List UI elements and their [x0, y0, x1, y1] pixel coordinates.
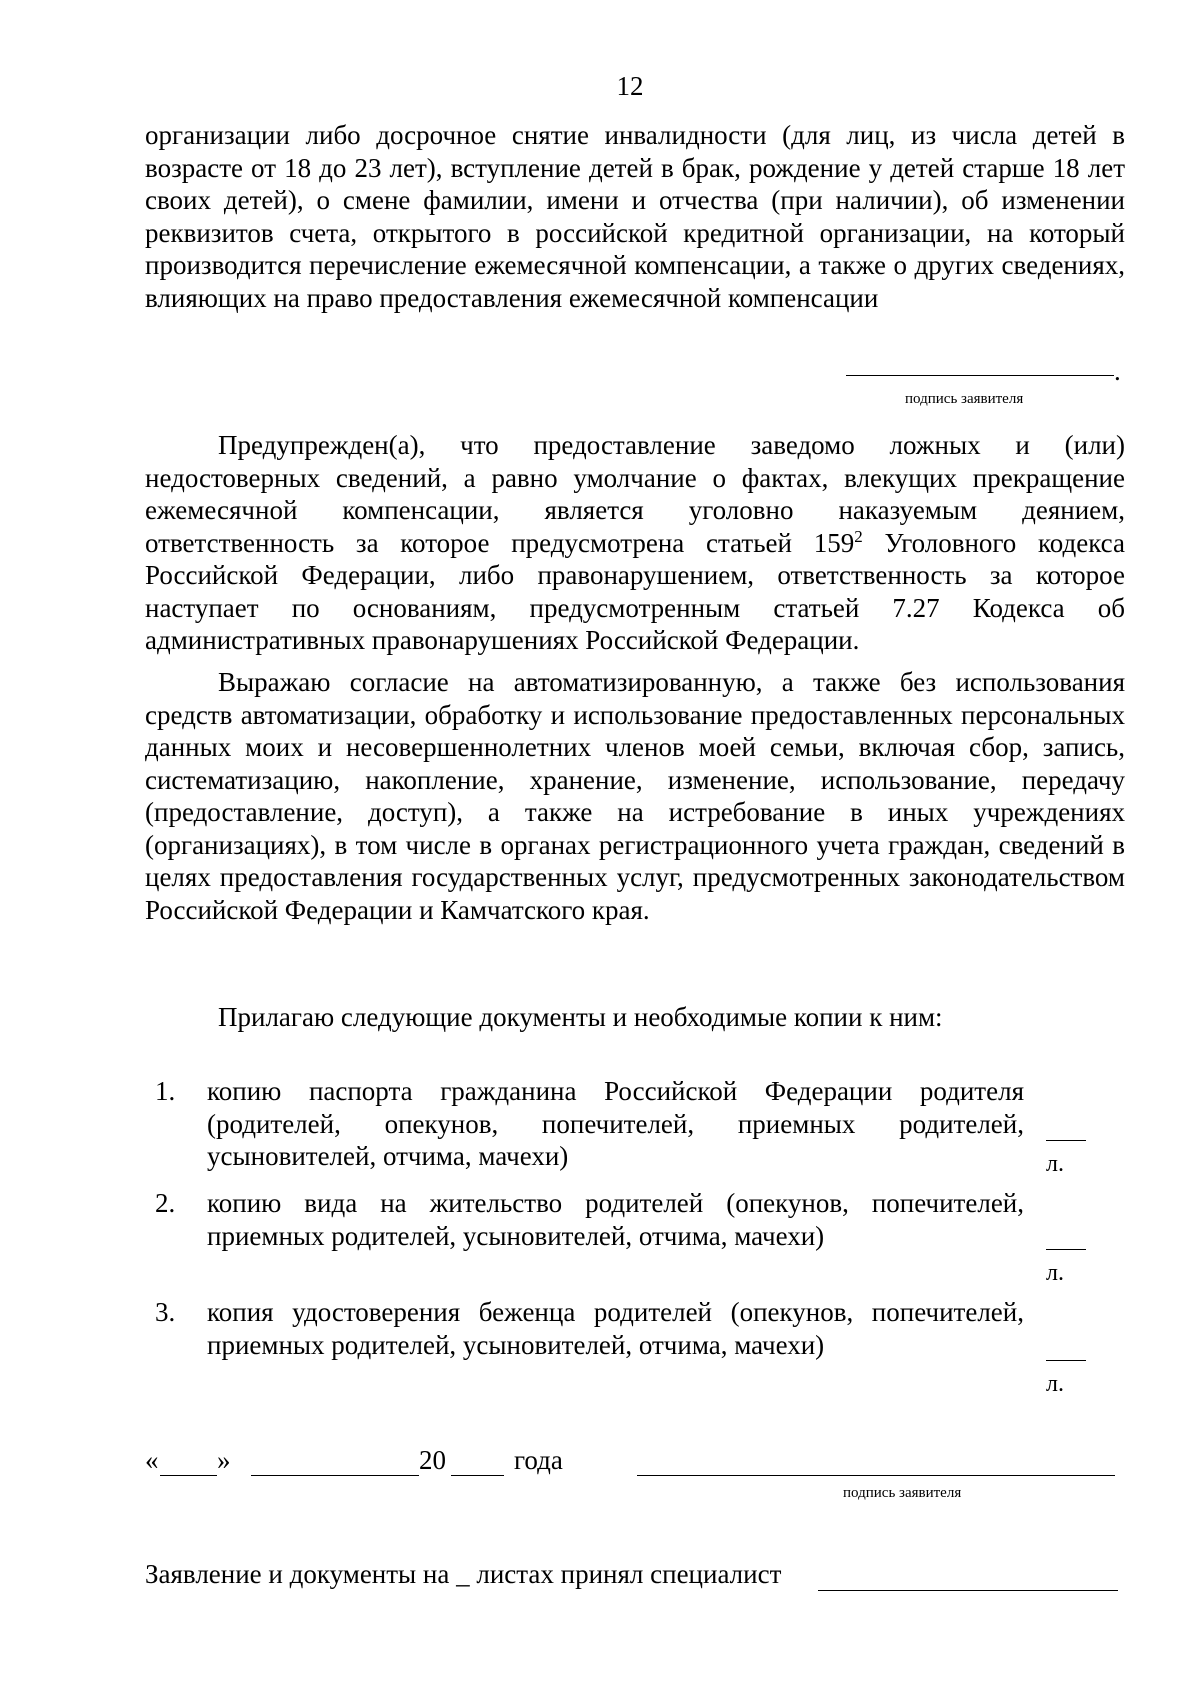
warning-text-part2: Уголовного кодекса Российской Федерации, либо правонарушением, ответственность за которое наступает по основаниям, предусмотренным статьей 7.27 Кодекса об административных правонарушениях Российской Федерации. [145, 527, 1125, 655]
attachment-number: 1. [155, 1076, 176, 1106]
consent-paragraph: Выражаю согласие на автоматизированную, а также без использования средств автоматизации, обработку и использование предоставленных персональных данных моих и несовершеннолетних членов моей семьи, включая сбор, запись, систематизацию, накопление, хранение, изменение, использование, передачу (предоставление, доступ), а также на истребование в иных учреждениях (организациях), в том числе в органах регистрационного учета граждан, сведений в целях предоставления государственных услуг, предусмотренных законодательством Российской Федерации и Камчатского края. [145, 667, 1125, 925]
date-close-quote: » [217, 1445, 231, 1475]
page-number: 12 [616, 71, 644, 101]
attachment-unit: л. [1046, 1260, 1064, 1286]
day-field[interactable] [160, 1475, 217, 1476]
attachment-number: 2. [155, 1188, 176, 1218]
month-field[interactable] [251, 1475, 419, 1476]
specialist-text: Заявление и документы на _ листах принял специалист [145, 1559, 782, 1589]
attachment-page-count-field[interactable] [1046, 1360, 1086, 1361]
signature-caption: подпись заявителя [843, 1485, 962, 1501]
specialist-signature-field[interactable] [818, 1590, 1118, 1591]
signature-caption: подпись заявителя [905, 391, 1024, 407]
attachment-text: копия удостоверения беженца родителей (опекунов, попечителей, приемных родителей, усыновителей, отчима, мачехи) [207, 1297, 1024, 1360]
attachment-unit: л. [1046, 1151, 1064, 1177]
attachment-text: копию вида на жительство родителей (опекунов, попечителей, приемных родителей, усыновителей, отчима, мачехи) [207, 1188, 1024, 1251]
intro-paragraph: организации либо досрочное снятие инвалидности (для лиц, из числа детей в возрасте от 18 до 23 лет), вступление детей в брак, рождение у детей старше 18 лет своих детей), о смене фамилии, имени и отчества (при наличии), об изменении реквизитов счета, открытого в российской кредитной организации, на который производится перечисление ежемесячной компенсации, а также о других сведениях, влияющих на право предоставления ежемесячной компенсации [145, 120, 1125, 313]
attachment-unit: л. [1046, 1371, 1064, 1397]
warning-superscript: 2 [854, 526, 863, 546]
attachment-number: 3. [155, 1297, 176, 1327]
attachment-page-count-field[interactable] [1046, 1140, 1086, 1141]
year-field[interactable] [451, 1475, 504, 1476]
attachment-text: копию паспорта гражданина Российской Федерации родителя (родителей, опекунов, попечителей, приемных родителей, усыновителей, отчима, мачехи) [207, 1076, 1024, 1171]
applicant-signature-field[interactable] [637, 1475, 1115, 1476]
year-suffix: года [514, 1445, 563, 1475]
warning-text-part1: Предупрежден(а), что предоставление заведомо ложных и (или) недостоверных сведений, а равно умолчание о фактах, влекущих прекращение ежемесячной компенсации, является уголовно наказуемым деянием, ответственность за которое предусмотрена статьей 159 [145, 430, 1125, 558]
signature-dot: . [1114, 356, 1121, 386]
year-prefix: 20 [419, 1445, 446, 1475]
attachment-page-count-field[interactable] [1046, 1249, 1086, 1250]
signature-line[interactable] [846, 375, 1114, 376]
attachments-heading: Прилагаю следующие документы и необходимые копии к ним: [218, 1002, 943, 1032]
warning-paragraph [145, 429, 1125, 657]
date-signature-row [145, 1444, 1125, 1480]
date-open-quote: « [145, 1445, 159, 1475]
